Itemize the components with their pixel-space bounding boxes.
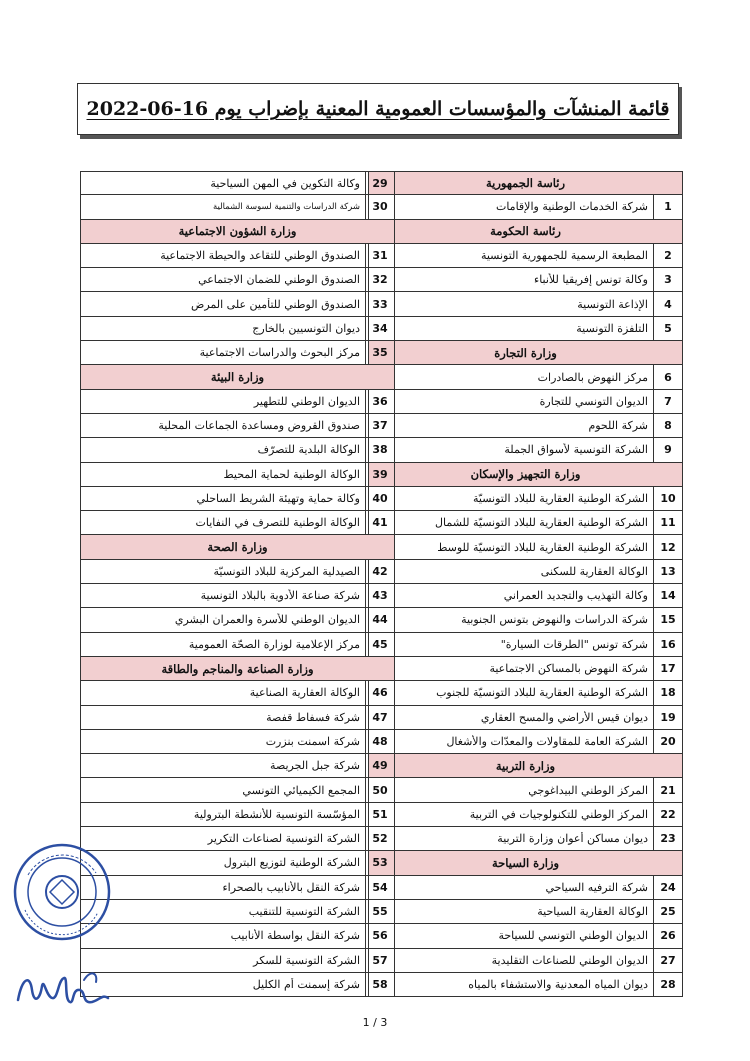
table-row bbox=[368, 706, 683, 730]
institution-name: الديوان الوطني للأسرة والعمران البشري bbox=[174, 613, 360, 627]
institution-name: شركة اسمنت بنزرت bbox=[265, 734, 360, 748]
row-number: 4 bbox=[653, 292, 682, 315]
institution-name: الشركة التونسية لصناعات التكرير bbox=[207, 832, 360, 846]
institution-name: شركة الخدمات الوطنية والإقامات bbox=[495, 200, 648, 214]
institution-name: شركة النقل بالأنابيب بالصحراء bbox=[222, 880, 360, 894]
institution-name: وكالة التهذيب والتجديد العمراني bbox=[503, 589, 648, 603]
ministry-header: وزارة الصحة bbox=[80, 535, 395, 559]
institution-name: الوكالة العقارية للسكنى bbox=[540, 564, 648, 578]
table-row bbox=[80, 244, 395, 268]
row-number: 24 bbox=[653, 876, 682, 899]
table-row bbox=[368, 438, 683, 462]
row-number: 46 bbox=[365, 681, 394, 704]
ministry-header: وزارة التربية bbox=[368, 754, 683, 778]
institution-name: الصندوق الوطني للتأمين على المرض bbox=[191, 297, 360, 311]
table-row bbox=[80, 876, 395, 900]
table-row bbox=[80, 317, 395, 341]
table-row bbox=[368, 390, 683, 414]
institution-name: الوكالة العقارية السياحية bbox=[537, 905, 648, 919]
institution-name: المطبعة الرسمية للجمهورية التونسية bbox=[480, 249, 648, 263]
row-number: 6 bbox=[653, 365, 682, 388]
row-number: 8 bbox=[653, 414, 682, 437]
institution-name: شركة الدراسات والتنمية لسوسة الشمالية bbox=[212, 201, 360, 212]
row-number: 29 bbox=[365, 172, 394, 194]
institution-name: الشركة الوطنية العقارية للبلاد التونسيّة للشمال bbox=[435, 516, 648, 530]
row-number: 20 bbox=[653, 730, 682, 753]
row-number: 53 bbox=[365, 851, 394, 874]
institution-name: الديوان التونسي للتجارة bbox=[539, 394, 648, 408]
ministry-header: وزارة الصناعة والمناجم والطاقة bbox=[80, 657, 395, 681]
institution-name: مركز الإعلامية لوزارة الصحّة العمومية bbox=[188, 637, 360, 651]
row-number: 41 bbox=[365, 511, 394, 534]
row-number: 40 bbox=[365, 487, 394, 510]
institution-name: الصندوق الوطني للتقاعد والحيطة الاجتماعية bbox=[160, 249, 360, 263]
row-number: 48 bbox=[365, 730, 394, 753]
row-number: 44 bbox=[365, 608, 394, 631]
ministry-header: وزارة الشؤون الاجتماعية bbox=[80, 220, 395, 244]
ministry-header: رئاسة الحكومة bbox=[368, 220, 683, 244]
institution-name: الديوان الوطني للتطهير bbox=[253, 394, 360, 408]
row-number: 45 bbox=[365, 633, 394, 656]
table-row bbox=[368, 365, 683, 389]
institution-name: الشركة الوطنية العقارية للبلاد التونسيّة للجنوب bbox=[436, 686, 648, 700]
table-row bbox=[80, 730, 395, 754]
table-row bbox=[80, 511, 395, 535]
institution-name: شركة النقل بواسطة الأنابيب bbox=[230, 929, 360, 943]
table-row bbox=[80, 438, 395, 462]
ministry-header: وزارة التجارة bbox=[368, 341, 683, 365]
ministry-header: وزارة التجهيز والإسكان bbox=[368, 463, 683, 487]
row-number: 33 bbox=[365, 292, 394, 315]
institution-name: الوكالة الوطنية لحماية المحيط bbox=[223, 467, 360, 481]
table-row bbox=[368, 244, 683, 268]
table-row bbox=[80, 754, 395, 778]
table-row bbox=[368, 317, 683, 341]
table-row bbox=[80, 463, 395, 487]
table-row bbox=[368, 803, 683, 827]
row-number: 10 bbox=[653, 487, 682, 510]
table-row bbox=[368, 949, 683, 973]
ministry-header: وزارة السياحة bbox=[368, 851, 683, 875]
page-number: 1 / 3 bbox=[362, 1016, 388, 1029]
institution-name: الشركة التونسية للسكر bbox=[253, 953, 360, 967]
table-row bbox=[80, 706, 395, 730]
row-number: 22 bbox=[653, 803, 682, 826]
table-row bbox=[80, 292, 395, 316]
table-row bbox=[80, 608, 395, 632]
institution-name: المجمع الكيميائي التونسي bbox=[242, 783, 360, 797]
row-number: 28 bbox=[653, 973, 682, 996]
row-number: 11 bbox=[653, 511, 682, 534]
table-row bbox=[368, 535, 683, 559]
table-row bbox=[368, 511, 683, 535]
institution-name: الصندوق الوطني للضمان الاجتماعي bbox=[198, 273, 360, 287]
institution-name: وكالة حماية وتهيئة الشريط الساحلي bbox=[196, 492, 360, 505]
row-number: 5 bbox=[653, 317, 682, 340]
institution-name: شركة جبل الجريصة bbox=[270, 759, 360, 773]
table-row bbox=[80, 681, 395, 705]
row-number: 37 bbox=[365, 414, 394, 437]
table-row bbox=[368, 584, 683, 608]
institution-name: شركة الدراسات والنهوض بتونس الجنوبية bbox=[461, 613, 648, 627]
institution-name: الديوان الوطني التونسي للسياحة bbox=[498, 929, 648, 943]
row-number: 15 bbox=[653, 608, 682, 631]
table-row bbox=[368, 487, 683, 511]
table-row bbox=[368, 876, 683, 900]
table-row bbox=[368, 657, 683, 681]
table-row bbox=[80, 584, 395, 608]
table-row bbox=[368, 973, 683, 997]
row-number: 14 bbox=[653, 584, 682, 607]
institution-name: شركة اللحوم bbox=[588, 419, 648, 433]
institution-name: الوكالة البلدية للتصرّف bbox=[257, 443, 360, 457]
institution-name: ديوان المياه المعدنية والاستشفاء بالمياه bbox=[468, 977, 648, 991]
institution-name: وكالة تونس إفريقيا للأنباء bbox=[534, 273, 648, 287]
row-number: 18 bbox=[653, 681, 682, 704]
row-number: 54 bbox=[365, 876, 394, 899]
table-row bbox=[80, 268, 395, 292]
ministry-header: وزارة البيئة bbox=[80, 365, 395, 389]
row-number: 51 bbox=[365, 803, 394, 826]
institution-name: شركة صناعة الأدوية بالبلاد التونسية bbox=[200, 589, 360, 603]
table-row bbox=[80, 803, 395, 827]
institution-name: ديوان قيس الأراضي والمسح العقاري bbox=[480, 710, 648, 724]
row-number: 13 bbox=[653, 560, 682, 583]
ministry-header: رئاسة الجمهورية bbox=[368, 171, 683, 195]
row-number: 55 bbox=[365, 900, 394, 923]
row-number: 7 bbox=[653, 390, 682, 413]
institution-name: شركة تونس "الطرقات السيارة" bbox=[500, 637, 648, 651]
institution-name: مركز البحوث والدراسات الاجتماعية bbox=[199, 346, 360, 360]
row-number: 26 bbox=[653, 924, 682, 947]
institution-name: الشركة التونسية لأسواق الجملة bbox=[504, 443, 648, 457]
row-number: 56 bbox=[365, 924, 394, 947]
institution-name: المؤسّسة التونسية للأنشطة البترولية bbox=[193, 807, 360, 821]
table-row bbox=[80, 924, 395, 948]
institution-name: التلفزة التونسية bbox=[576, 321, 648, 335]
table-row bbox=[80, 827, 395, 851]
signature-icon bbox=[12, 960, 132, 1020]
row-number: 3 bbox=[653, 268, 682, 291]
row-number: 25 bbox=[653, 900, 682, 923]
institution-name: الشركة الوطنية العقارية للبلاد التونسيّة للوسط bbox=[437, 540, 648, 554]
table-row bbox=[368, 292, 683, 316]
row-number: 47 bbox=[365, 706, 394, 729]
table-row bbox=[80, 195, 395, 219]
row-number: 30 bbox=[365, 195, 394, 218]
row-number: 17 bbox=[653, 657, 682, 680]
table-row bbox=[80, 390, 395, 414]
institution-name: الشركة الوطنية العقارية للبلاد التونسيّة bbox=[473, 492, 648, 505]
left-column-table bbox=[80, 171, 395, 997]
institution-name: الشركة العامة للمقاولات والمعدّات والأشغال bbox=[446, 734, 648, 748]
institution-name: الوكالة العقارية الصناعية bbox=[249, 686, 360, 700]
table-row bbox=[368, 560, 683, 584]
institution-name: شركة الترفيه السياحي bbox=[545, 880, 648, 894]
table-row bbox=[368, 924, 683, 948]
table-row bbox=[368, 681, 683, 705]
table-row bbox=[368, 730, 683, 754]
institution-name: شركة النهوض بالمساكن الاجتماعية bbox=[489, 662, 648, 676]
institution-name: شركة فسفاط قفصة bbox=[266, 710, 360, 724]
table-row bbox=[80, 778, 395, 802]
table-row bbox=[368, 414, 683, 438]
table-row bbox=[368, 633, 683, 657]
table-row bbox=[368, 900, 683, 924]
table-row bbox=[80, 900, 395, 924]
row-number: 9 bbox=[653, 438, 682, 461]
row-number: 39 bbox=[365, 463, 394, 486]
row-number: 23 bbox=[653, 827, 682, 850]
row-number: 16 bbox=[653, 633, 682, 656]
row-number: 2 bbox=[653, 244, 682, 267]
row-number: 21 bbox=[653, 778, 682, 801]
row-number: 1 bbox=[653, 195, 682, 218]
table-row bbox=[80, 341, 395, 365]
table-row bbox=[80, 414, 395, 438]
institution-name: الشركة التونسية للتنقيب bbox=[248, 905, 360, 919]
institution-name: صندوق القروض ومساعدة الجماعات المحلية bbox=[158, 419, 360, 433]
table-row bbox=[80, 487, 395, 511]
institution-name: الديوان الوطني للصناعات التقليدية bbox=[491, 953, 648, 967]
row-number: 19 bbox=[653, 706, 682, 729]
table-row bbox=[80, 633, 395, 657]
institution-name: ديوان التونسيين بالخارج bbox=[252, 321, 360, 335]
institution-name: المركز الوطني للتكنولوجيات في التربية bbox=[469, 807, 648, 821]
table-row bbox=[368, 608, 683, 632]
table-row bbox=[368, 778, 683, 802]
institution-name: المركز الوطني البيداغوجي bbox=[528, 783, 648, 797]
institution-name: الصيدلية المركزية للبلاد التونسيّة bbox=[213, 564, 360, 578]
row-number: 36 bbox=[365, 390, 394, 413]
row-number: 35 bbox=[365, 341, 394, 364]
union-stamp-icon bbox=[10, 840, 115, 945]
institution-name: الوكالة الوطنية للتصرف في النفايات bbox=[195, 516, 360, 530]
row-number: 12 bbox=[653, 535, 682, 558]
row-number: 34 bbox=[365, 317, 394, 340]
row-number: 52 bbox=[365, 827, 394, 850]
page-title: قائمة المنشآت والمؤسسات العمومية المعنية بإضراب يوم 16-06-2022 bbox=[86, 98, 670, 120]
row-number: 38 bbox=[365, 438, 394, 461]
institution-name: شركة إسمنت أم الكليل bbox=[252, 977, 360, 991]
row-number: 42 bbox=[365, 560, 394, 583]
table-row bbox=[80, 851, 395, 875]
table-row bbox=[368, 268, 683, 292]
institution-name: الإذاعة التونسية bbox=[577, 297, 648, 311]
row-number: 49 bbox=[365, 754, 394, 777]
institution-name: مركز النهوض بالصادرات bbox=[537, 370, 648, 384]
row-number: 57 bbox=[365, 949, 394, 972]
institution-name: وكالة التكوين في المهن السياحية bbox=[210, 176, 360, 190]
row-number: 31 bbox=[365, 244, 394, 267]
row-number: 32 bbox=[365, 268, 394, 291]
row-number: 58 bbox=[365, 973, 394, 996]
table-row bbox=[80, 560, 395, 584]
title-box bbox=[77, 83, 679, 135]
institution-name: ديوان مساكن أعوان وزارة التربية bbox=[497, 832, 648, 846]
table-row bbox=[368, 195, 683, 219]
right-column-table bbox=[368, 171, 683, 997]
row-number: 50 bbox=[365, 778, 394, 801]
row-number: 43 bbox=[365, 584, 394, 607]
institution-name: الشركة الوطنية لتوزيع البترول bbox=[223, 856, 360, 870]
table-row bbox=[80, 171, 395, 195]
table-row bbox=[368, 827, 683, 851]
row-number: 27 bbox=[653, 949, 682, 972]
